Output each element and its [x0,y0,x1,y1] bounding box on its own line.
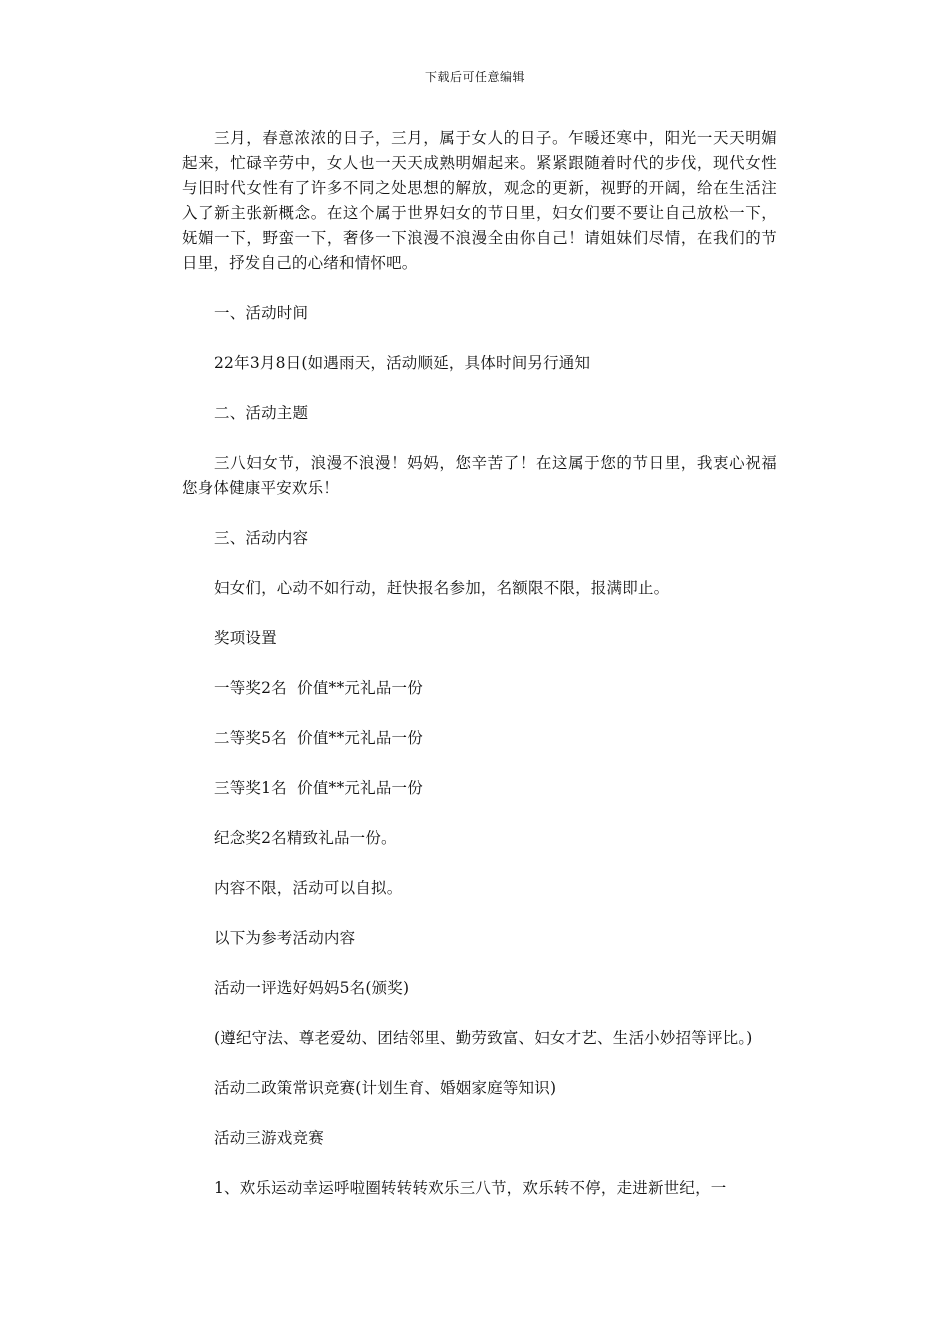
event-date: 22年3月8日(如遇雨天，活动顺延，具体时间另行通知 [214,354,591,372]
reference-heading: 以下为参考活动内容 [214,929,356,947]
page-header: 下载后可任意编辑 [424,70,525,84]
game-item-one: 1、欢乐运动幸运呼啦圈转转转欢乐三八节，欢乐转不停，走进新世纪，一 [214,1179,727,1197]
awards-heading: 奖项设置 [214,629,277,647]
third-prize: 三等奖1名 价值**元礼品一份 [214,779,423,797]
signup-text: 妇女们，心动不如行动，赶快报名参加，名额限不限，报满即止。 [214,579,670,597]
document-body [182,126,777,1226]
intro-paragraph: 三月，春意浓浓的日子，三月，属于女人的日子。乍暖还寒中，阳光一天天明媚起来，忙碌辛劳中，女人也一天天成熟明媚起来。紧紧跟随着时代的步伐，现代女性与旧时代女性有了许多不同之处思想的解放，观念的更新，视野的开阔，给在生活注入了新主张新概念。在这个属于世界妇女的节日里，妇女们要不要让自己放松一下，妩媚一下，野蛮一下，奢侈一下浪漫不浪漫全由你自己！请姐妹们尽情，在我们的节日里，抒发自己的心绪和情怀吧。 [182,129,777,272]
activity-two: 活动二政策常识竞赛(计划生育、婚姻家庭等知识) [214,1079,557,1097]
section-heading-content: 三、活动内容 [214,529,309,547]
activity-one: 活动一评选好妈妈5名(颁奖) [214,979,410,997]
activity-one-criteria: (遵纪守法、尊老爱幼、团结邻里、勤劳致富、妇女才艺、生活小妙招等评比。) [214,1029,753,1047]
section-heading-time: 一、活动时间 [214,304,309,322]
theme-paragraph: 三八妇女节，浪漫不浪漫！妈妈，您辛苦了！在这属于您的节日里，我衷心祝福您身体健康平安欢乐！ [182,454,777,497]
section-heading-theme: 二、活动主题 [214,404,309,422]
content-note: 内容不限，活动可以自拟。 [214,879,403,897]
commemorative-prize: 纪念奖2名精致礼品一份。 [214,829,397,847]
second-prize: 二等奖5名 价值**元礼品一份 [214,729,423,747]
activity-three: 活动三游戏竞赛 [214,1129,324,1147]
first-prize: 一等奖2名 价值**元礼品一份 [214,679,423,697]
